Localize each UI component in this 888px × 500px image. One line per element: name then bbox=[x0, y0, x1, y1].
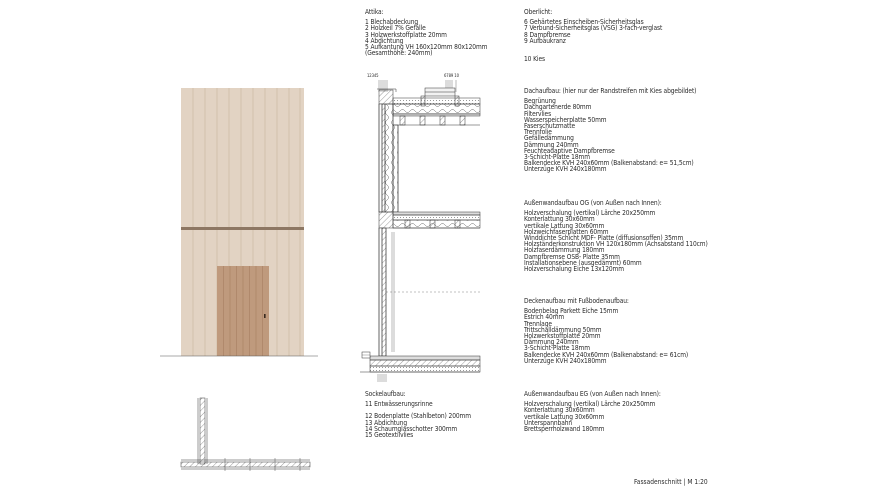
floor-screed bbox=[393, 215, 480, 220]
base-leaders bbox=[378, 374, 386, 382]
legend-line: Holzverschalung Eiche 13x120mm bbox=[524, 265, 624, 274]
door-handle bbox=[264, 314, 266, 318]
legend-line: Filtervlies bbox=[524, 109, 552, 118]
legend-line: 11 Entwässerungsrinne bbox=[365, 400, 433, 409]
detail-label-right: 6789 10 bbox=[444, 73, 459, 78]
kies-label: 10 Kies bbox=[524, 55, 546, 63]
sockel-heading: Sockelaufbau: bbox=[365, 390, 406, 398]
oberlicht-legend bbox=[524, 9, 662, 44]
legend-line: vertikale Lattung 30x60mm bbox=[524, 412, 605, 421]
detail-label-left: 12345 bbox=[367, 73, 379, 78]
drawing-title: Fassadenschnitt | M 1:20 bbox=[634, 478, 708, 486]
attika-legend bbox=[365, 9, 487, 56]
aussenwand-og-heading: Außenwandaufbau OG (von Außen nach Innen): bbox=[524, 199, 662, 207]
legend-line: Unterspannbahn bbox=[524, 418, 573, 427]
legend-line: Konterlattung 30x60mm bbox=[524, 215, 595, 224]
roof-gravel bbox=[393, 98, 480, 104]
facade-section bbox=[360, 80, 480, 382]
legend-line: 3 Holzwerkstoffplatte 20mm bbox=[365, 30, 447, 39]
legend-line: Brettsperrholzwand 180mm bbox=[524, 425, 605, 434]
legend-line: 4 Abdichtung bbox=[365, 36, 404, 45]
dachaufbau-legend bbox=[524, 88, 696, 173]
base-floor bbox=[370, 356, 480, 360]
attika-heading: Attika: bbox=[365, 8, 384, 16]
deckenaufbau-heading: Deckenaufbau mit Fußbodenaufbau: bbox=[524, 297, 629, 305]
legend-line: Winddichte Schicht MDF- Platte (diffusionsoffen) 35mm bbox=[524, 234, 684, 243]
facade-elevation bbox=[160, 88, 318, 356]
legend-line: Dachgartenerde 80mm bbox=[524, 103, 592, 112]
legend-line: 6 Gehärtetes Einscheiben-Sicherheitsglas bbox=[524, 18, 644, 27]
legend-line: Holzweichfaserplatten 60mm bbox=[524, 227, 609, 236]
legend-line: Balkendecke KVH 240x60mm (Balkenabstand: e= 51,5cm) bbox=[524, 159, 694, 168]
legend-line: Holzverschalung (vertikal) Lärche 20x250mm bbox=[524, 209, 656, 218]
aussenwand-og-legend bbox=[524, 200, 708, 272]
legend-line: 9 Aufbaukranz bbox=[524, 36, 566, 45]
roof-insulation bbox=[393, 104, 480, 114]
og-cladding bbox=[379, 104, 382, 212]
legend-line: 1 Blechabdeckung bbox=[365, 18, 419, 27]
legend-line: (Gesamthöhe: 240mm) bbox=[365, 49, 433, 58]
legend-line: Installationsebene (ausgedämmt) 60mm bbox=[524, 258, 642, 267]
legend-line: Estrich 40mm bbox=[524, 313, 565, 322]
deckenaufbau-legend bbox=[524, 298, 688, 364]
legend-line: Dampfbremse OSB- Platte 35mm bbox=[524, 252, 620, 261]
legend-line: Unterzüge KVH 240x180mm bbox=[524, 165, 607, 174]
plan-detail bbox=[181, 398, 310, 471]
attika bbox=[379, 90, 393, 104]
legend-line: Balkendecke KVH 240x60mm (Balkenabstand: e= 61cm) bbox=[524, 350, 689, 359]
legend-line: 2 Holzkeil 7% Gefälle bbox=[365, 24, 426, 33]
legend-line: Holzfaserdämmung 180mm bbox=[524, 246, 605, 255]
aussenwand-eg-legend bbox=[524, 391, 661, 432]
legend-line: Gefälledämmung bbox=[524, 134, 574, 143]
legend-line: 13 Abdichtung bbox=[365, 418, 408, 427]
legend-line: 7 Verbund-Sicherheitsglas (VSG) 3-fach-verglast bbox=[524, 24, 663, 33]
eg-cladding bbox=[379, 228, 382, 356]
floor-band bbox=[181, 227, 304, 230]
legend-line: Dämmung 240mm bbox=[524, 338, 579, 347]
base-slab bbox=[370, 360, 480, 366]
legend-line: 5 Aufkantung VH 160x120mm 80x120mm bbox=[365, 43, 488, 52]
legend-line: Konterlattung 30x60mm bbox=[524, 406, 595, 415]
legend-line: Holzwerkstoffplatte 20mm bbox=[524, 332, 601, 341]
legend-line: 8 Dampfbremse bbox=[524, 30, 571, 39]
legend-line: 3-Schicht-Platte 18mm bbox=[524, 153, 590, 162]
legend-line: Begrünung bbox=[524, 97, 556, 106]
legend-line: Trennlage bbox=[524, 319, 552, 328]
legend-line: Feuchteadaptive Dampfbremse bbox=[524, 146, 615, 155]
og-insulation bbox=[385, 104, 393, 212]
legend-line: vertikale Lattung 30x60mm bbox=[524, 221, 605, 230]
legend-line: 14 Schaumglasschotter 300mm bbox=[365, 424, 458, 433]
legend-line: 3-Schicht-Platte 18mm bbox=[524, 344, 590, 353]
floor-parquet bbox=[393, 212, 480, 215]
legend-line: Faserschutzmatte bbox=[524, 122, 576, 131]
dachaufbau-heading: Dachaufbau: (hier nur der Randstreifen mit Kies abgebildet) bbox=[524, 87, 697, 95]
oberlicht-heading: Oberlicht: bbox=[524, 8, 553, 16]
legend-line: Bodenbelag Parkett Eiche 15mm bbox=[524, 307, 619, 316]
legend-line: Dämmung 240mm bbox=[524, 140, 579, 149]
foamglass-gravel bbox=[370, 366, 480, 372]
legend-line: Wasserspeicherplatte 50mm bbox=[524, 115, 607, 124]
legend-line: 15 Geotextilvlies bbox=[365, 431, 414, 440]
eg-clt-wall bbox=[382, 228, 386, 356]
legend-line: Trennfolie bbox=[524, 128, 552, 137]
legend-line: 12 Bodenplatte (Stahlbeton) 200mm bbox=[365, 412, 471, 421]
legend-line: Unterzüge KVH 240x180mm bbox=[524, 356, 607, 365]
aussenwand-eg-heading: Außenwandaufbau EG (von Außen nach Innen): bbox=[524, 390, 661, 398]
legend-line: Holzverschalung (vertikal) Lärche 20x250mm bbox=[524, 400, 656, 409]
roof-beams bbox=[400, 116, 465, 125]
legend-line: Holzständerkonstruktion VH 120x180mm (Achsabstand 110cm) bbox=[524, 240, 708, 249]
sockel-legend bbox=[365, 391, 471, 438]
legend-line: Trittschalldämmung 50mm bbox=[524, 325, 602, 334]
